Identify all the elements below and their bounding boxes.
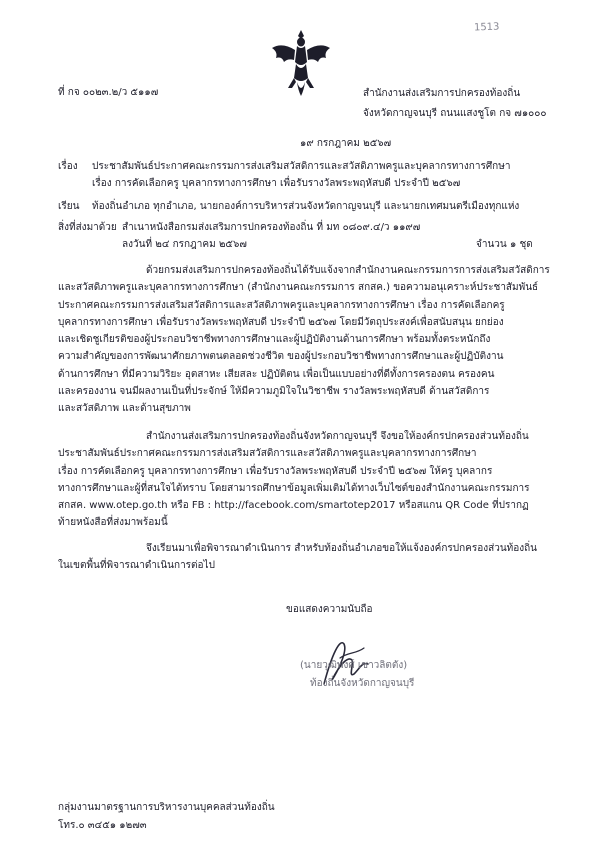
attachment-quantity: จำนวน ๑ ชุด: [476, 239, 533, 250]
footer-phone: โทร.๐ ๓๔๕๑ ๑๒๗๓: [58, 820, 147, 831]
received-stamp: 1513: [473, 21, 500, 34]
attachment-label: สิ่งที่ส่งมาด้วย: [58, 222, 117, 233]
closing-regards: ขอแสดงความนับถือ: [286, 604, 373, 615]
footer-department: กลุ่มงานมาตรฐานการบริหารงานบุคคลส่วนท้องถิ่น: [58, 802, 275, 813]
paragraph-line: สกสค. www.otep.go.th หรือ FB : http://facebook.com/smartotep2017 หรือสแกน QR Code ที่ปรากฏ: [58, 500, 529, 512]
paragraph-line: ประกาศคณะกรรมการส่งเสริมสวัสดิการและสวัสดิภาพครูและบุคลากรทางการศึกษา เรื่อง การคัดเลือกครู: [58, 299, 505, 311]
paragraph-line: ท้ายหนังสือที่ส่งมาพร้อมนี้: [58, 517, 168, 529]
paragraph-line: และสวัสดิภาพ และด้านสุขภาพ: [58, 403, 191, 415]
paragraph-line: ในเขตพื้นที่พิจารณาดำเนินการต่อไป: [58, 560, 215, 572]
attachment-line-1: สำเนาหนังสือกรมส่งเสริมการปกครองท้องถิ่น ที่ มท ๐๘๐๙.๔/ว ๑๑๙๗: [122, 222, 421, 233]
paragraph-line: และครองงาน จนมีผลงานเป็นที่ประจักษ์ ให้มีความภูมิใจในวิชาชีพ รางวัลพระพฤหัสบดี ด้านสวัสดิการ: [58, 386, 490, 398]
subject-line-2: เรื่อง การคัดเลือกครู บุคลากรทางการศึกษา เพื่อรับรางวัลพระพฤหัสบดี ประจำปี ๒๕๖๗: [92, 178, 461, 189]
garuda-emblem-icon: [270, 28, 332, 98]
paragraph-line: ทางการศึกษาและผู้ที่สนใจได้ทราบ โดยสามารถศึกษาข้อมูลเพิ่มเติมได้ทางเว็บไซต์ของสำนักงานคณะกรรมการ: [58, 482, 530, 494]
document-number: ที่ กจ ๐๐๒๓.๒/ว ๕๑๑๗: [58, 87, 159, 98]
paragraph-line: ด้านการศึกษา ที่มีความวิริยะ อุตสาหะ เสียสละ ปฏิบัติตน เพื่อเป็นแบบอย่างที่ดีทั้งการครองตน ครองคน: [58, 368, 495, 380]
paragraph-line: บุคลากรทางการศึกษา เพื่อรับรางวัลพระพฤหัสบดี ประจำปี ๒๕๖๗ โดยมีวัตถุประสงค์เพื่อสนับสนุน ยกย่อง: [58, 316, 504, 328]
paragraph-line: ความสำคัญของการพัฒนาศักยภาพตนตลอดช่วงชีวิต ของผู้ประกอบวิชาชีพทางการศึกษาและผู้ปฏิบัติงาน: [58, 351, 504, 363]
signer-name: (นายวุฒิพงศ์ เชาวลิตตัง): [300, 660, 408, 671]
subject-line-1: ประชาสัมพันธ์ประกาศคณะกรรมการส่งเสริมสวัสดิการและสวัสดิภาพครูและบุคลากรทางการศึกษา: [92, 161, 511, 172]
paragraph-line: และสวัสดิภาพครูและบุคลากรทางการศึกษา (สำนักงานคณะกรรมการ สกสค.) ขอความอนุเคราะห์ประชาสัมพันธ์: [58, 282, 539, 294]
body-paragraph-2: [58, 428, 544, 532]
recipient: ท้องถิ่นอำเภอ ทุกอำเภอ, นายกองค์การบริหารส่วนจังหวัดกาญจนบุรี และนายกเทศมนตรีเมืองทุกแห่ง: [92, 201, 520, 212]
paragraph-line: และเชิดชูเกียรติของผู้ประกอบวิชาชีพทางการศึกษาและผู้ปฏิบัติงานด้านการศึกษา พร้อมทั้งตระหนักถึง: [58, 334, 491, 346]
office-address: จังหวัดกาญจนบุรี ถนนแสงชูโต กจ ๗๑๐๐๐: [363, 108, 547, 119]
paragraph-line: เรื่อง การคัดเลือกครู บุคลากรทางการศึกษา เพื่อรับรางวัลพระพฤหัสบดี ประจำปี ๒๕๖๗ ให้ครู บุคลากร: [58, 465, 493, 477]
signer-title: ท้องถิ่นจังหวัดกาญจนบุรี: [310, 678, 415, 689]
paragraph-line: ด้วยกรมส่งเสริมการปกครองท้องถิ่นได้รับแจ้งจากสำนักงานคณะกรรมการการส่งเสริมสวัสดิการ: [146, 265, 550, 276]
paragraph-line: ประชาสัมพันธ์ประกาศคณะกรรมการส่งเสริมสวัสดิการและสวัสดิภาพครูและบุคลากรทางการศึกษา: [58, 448, 477, 460]
to-label: เรียน: [58, 201, 80, 212]
paragraph-line: สำนักงานส่งเสริมการปกครองท้องถิ่นจังหวัดกาญจนบุรี จึงขอให้องค์กรปกครองส่วนท้องถิ่น: [146, 431, 529, 442]
body-paragraph-3: [58, 540, 544, 575]
paragraph-line: จึงเรียนมาเพื่อพิจารณาดำเนินการ สำหรับท้องถิ่นอำเภอขอให้แจ้งองค์กรปกครองส่วนท้องถิ่น: [146, 543, 538, 554]
document-date: ๑๙ กรกฎาคม ๒๕๖๗: [300, 138, 392, 149]
office-name: สำนักงานส่งเสริมการปกครองท้องถิ่น: [363, 88, 521, 99]
subject-label: เรื่อง: [58, 161, 78, 172]
attachment-line-2: ลงวันที่ ๒๔ กรกฎาคม ๒๕๖๗: [122, 239, 247, 250]
body-paragraph-1: [58, 262, 550, 418]
